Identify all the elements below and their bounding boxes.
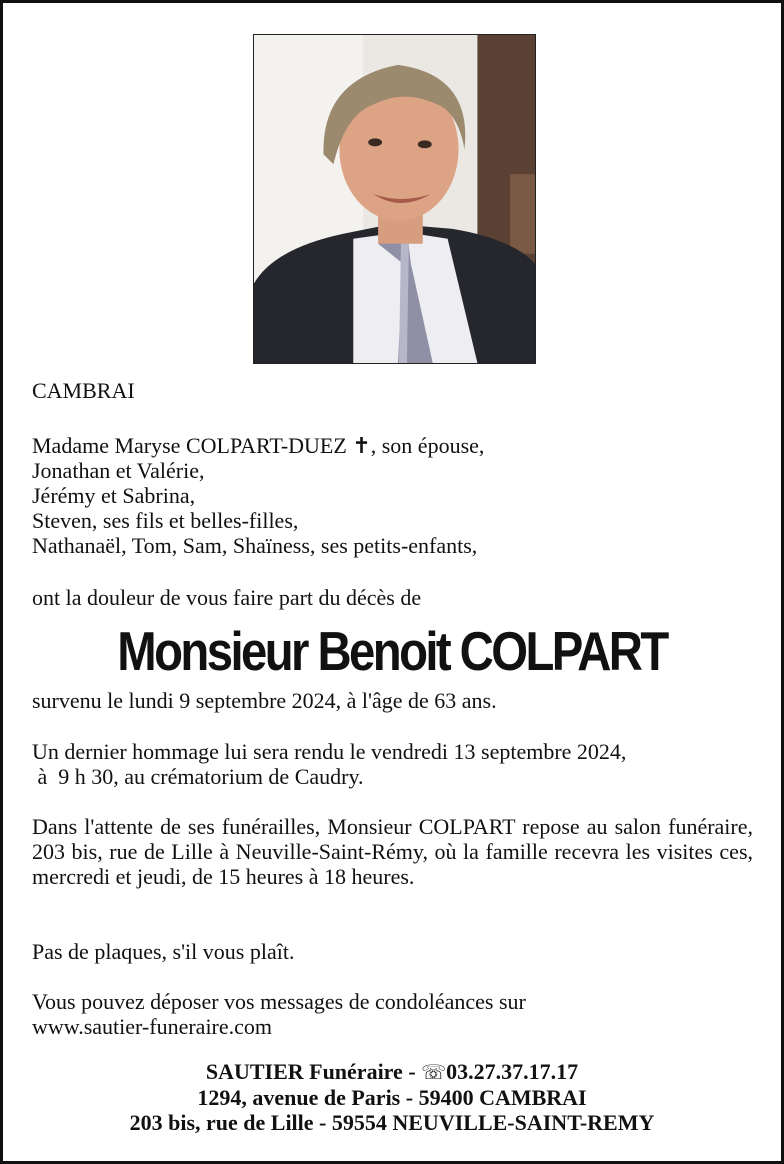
tribute-line-1: Un dernier hommage lui sera rendu le vendredi 13 septembre 2024, bbox=[32, 739, 627, 764]
deceased-name: Monsieur Benoit COLPART bbox=[117, 620, 667, 682]
announcement-text: ont la douleur de vous faire part du décès de bbox=[32, 585, 422, 610]
spouse-name: Madame Maryse COLPART-DUEZ bbox=[32, 433, 353, 458]
tribute-line-2: à 9 h 30, au crématorium de Caudry. bbox=[32, 764, 364, 789]
funeral-home-footer bbox=[3, 1059, 781, 1135]
no-flowers-note: Pas de plaques, s'il vous plaît. bbox=[32, 939, 295, 964]
footer-phone: 03.27.37.17.17 bbox=[446, 1059, 579, 1084]
spouse-relation: , son épouse, bbox=[370, 433, 485, 458]
phone-icon: ☏ bbox=[421, 1060, 447, 1084]
family-line-3: Jérémy et Sabrina, bbox=[32, 483, 196, 508]
family-line-4: Steven, ses fils et belles-filles, bbox=[32, 508, 299, 533]
family-line-5: Nathanaël, Tom, Sam, Shaïness, ses petits-enfants, bbox=[32, 533, 478, 558]
family-line-spouse bbox=[32, 433, 484, 459]
footer-address-1: 1294, avenue de Paris - 59400 CAMBRAI bbox=[197, 1085, 587, 1110]
footer-company-line bbox=[3, 1059, 781, 1085]
portrait-photo bbox=[253, 34, 536, 364]
footer-address-2: 203 bis, rue de Lille - 59554 NEUVILLE-SAINT-REMY bbox=[129, 1110, 655, 1135]
cross-icon: ✝ bbox=[352, 434, 371, 459]
condolences-website: www.sautier-funeraire.com bbox=[32, 1014, 273, 1039]
footer-company: SAUTIER Funéraire - bbox=[205, 1059, 422, 1084]
rest-info-paragraph: Dans l'attente de ses funérailles, Monsieur COLPART repose au salon funéraire, 203 bis, rue de Lille à Neuville-Saint-Rémy, où la famille recevra les visites ces, mercredi et jeudi, de 15 heures à 18 heures. bbox=[32, 814, 753, 889]
portrait-photo-icon bbox=[254, 35, 535, 363]
family-line-2: Jonathan et Valérie, bbox=[32, 458, 205, 483]
condolences-text: Vous pouvez déposer vos messages de condoléances sur bbox=[32, 989, 526, 1014]
death-info: survenu le lundi 9 septembre 2024, à l'âge de 63 ans. bbox=[32, 688, 497, 713]
city-label: CAMBRAI bbox=[32, 378, 135, 403]
